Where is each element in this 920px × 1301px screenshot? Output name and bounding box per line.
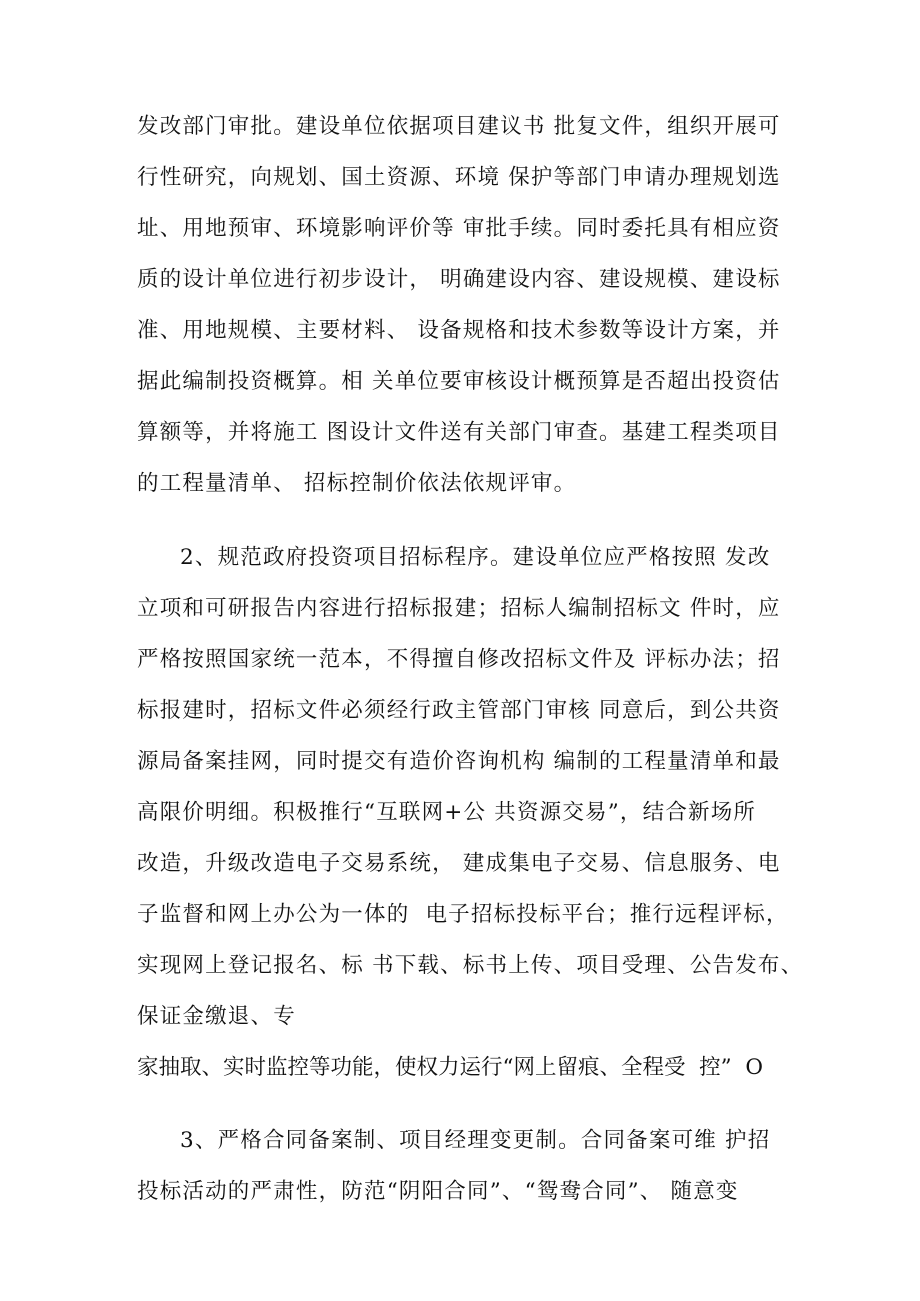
paragraph-2-line-7: 改造，升级改造电子交易系统， 建成集电子交易、信息服务、电	[137, 851, 781, 876]
paragraph-1-line-3: 址、用地预审、环境影响评价等 审批手续。同时委托具有相应资	[137, 216, 781, 241]
paragraph-2-line-8: 子监督和网上办公为一体的 电子招标投标平台；推行远程评标，	[137, 902, 789, 927]
paragraph-2-line-10: 保证金缴退、专	[137, 1004, 296, 1029]
paragraph-3-line-2: 投标活动的严肃性，防范“阴阳合同”、“鸳鸯合同”、 随意变	[137, 1179, 739, 1204]
paragraph-1-line-5: 准、用地规模、主要材料、 设备规格和技术参数等设计方案，并	[137, 318, 781, 343]
paragraph-2-line-4: 标报建时，招标文件必须经行政主管部门审核 同意后，到公共资	[137, 698, 781, 723]
paragraph-2-line-1: 2、规范政府投资项目招标程序。建设单位应严格按照 发改	[180, 545, 771, 570]
paragraph-1-line-1: 发改部门审批。建设单位依据项目建议书 批复文件，组织开展可	[137, 114, 781, 139]
paragraph-2-line-2: 立项和可研报告内容进行招标报建；招标人编制招标文 件时，应	[137, 596, 781, 621]
paragraph-1-line-4: 质的设计单位进行初步设计， 明确建设内容、建设规模、建设标	[137, 267, 781, 292]
paragraph-2-line-5: 源局备案挂网，同时提交有造价咨询机构 编制的工程量清单和最	[137, 749, 781, 774]
paragraph-3-line-1: 3、严格合同备案制、项目经理变更制。合同备案可维 护招	[180, 1128, 771, 1153]
paragraph-1-line-2: 行性研究，向规划、国土资源、环境 保护等部门申请办理规划选	[137, 165, 781, 190]
paragraph-2-line-3: 严格按照国家统一范本，不得擅自修改招标文件及 评标办法；招	[137, 647, 781, 672]
paragraph-2-line-9: 实现网上登记报名、标 书下载、标书上传、项目受理、公告发布、	[137, 953, 804, 978]
paragraph-1-line-6: 据此编制投资概算。相 关单位要审核设计概预算是否超出投资估	[137, 369, 781, 394]
paragraph-1-line-7: 算额等，并将施工 图设计文件送有关部门审查。基建工程类项目	[137, 420, 781, 445]
paragraph-2-line-6: 高限价明细。积极推行“互联网+公 共资源交易”，结合新场所	[137, 800, 757, 825]
paragraph-1-line-8: 的工程量清单、 招标控制价依法依规评审。	[137, 471, 577, 496]
paragraph-2-line-11: 家抽取、实时监控等功能，使权力运行“网上留痕、全程受 控” O	[137, 1055, 763, 1080]
